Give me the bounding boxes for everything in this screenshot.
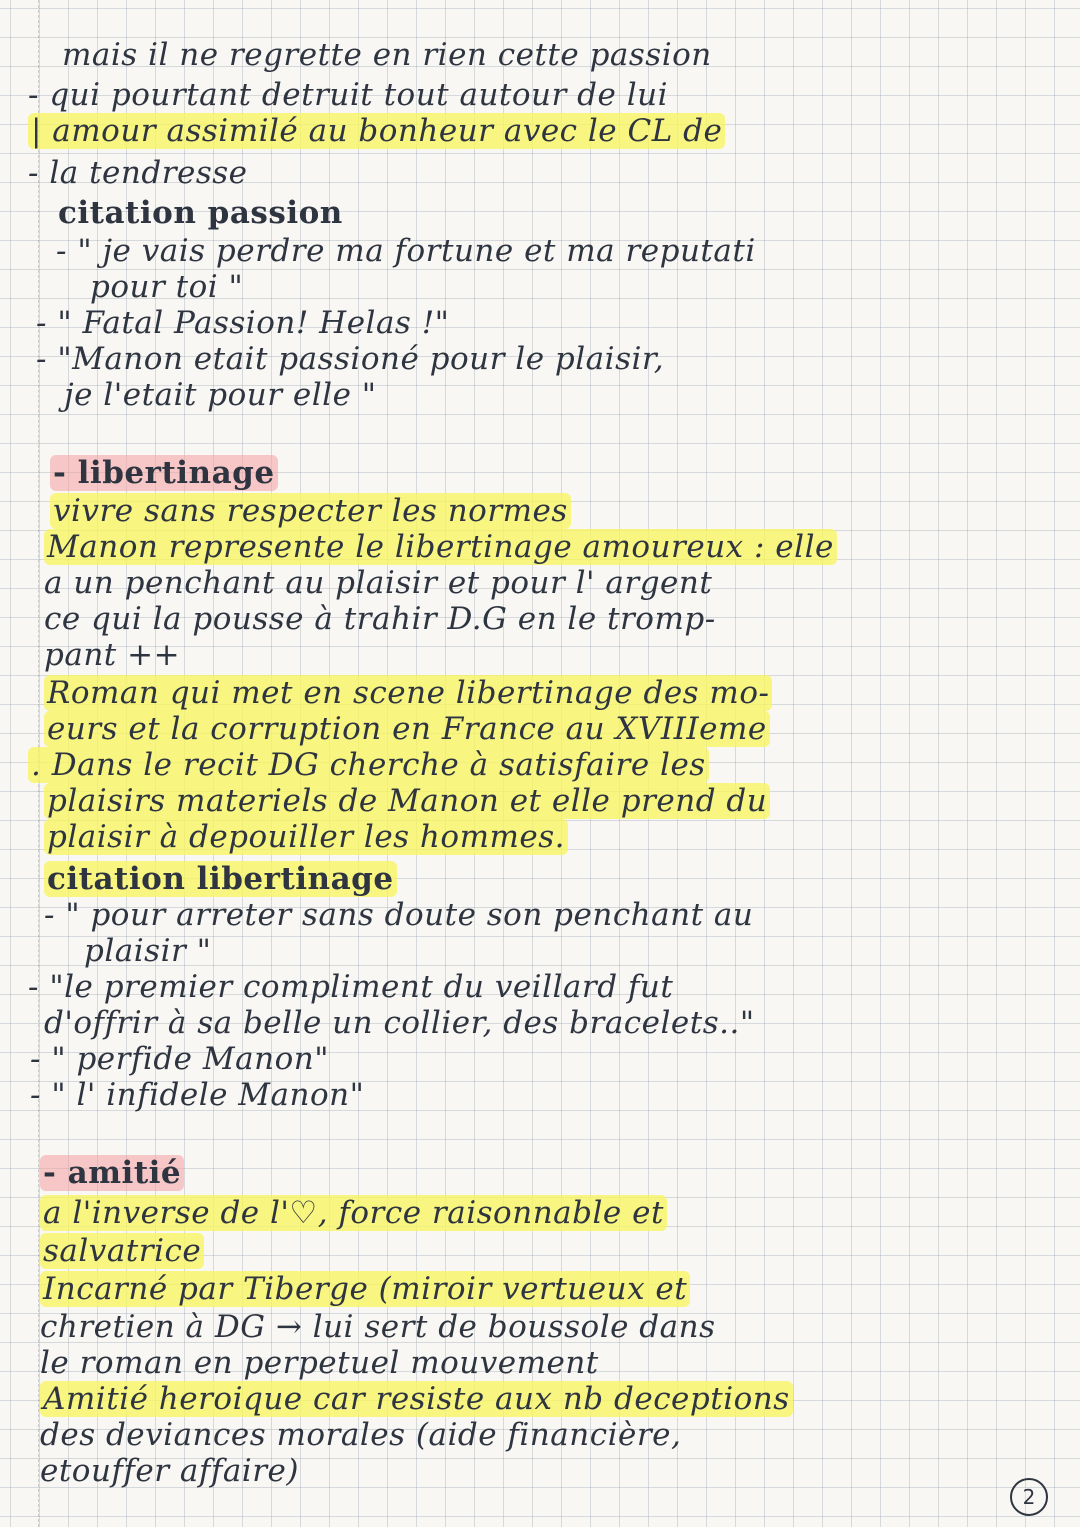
line-text: etouffer affaire) xyxy=(40,1453,299,1489)
page-number: 2 xyxy=(1010,1478,1048,1516)
line-text: des deviances morales (aide financière, xyxy=(40,1417,682,1453)
note-line xyxy=(28,970,673,1004)
highlighted-text: Amitié heroique car resiste aux nb deceptions xyxy=(40,1381,793,1417)
note-line xyxy=(44,530,837,564)
note-line xyxy=(44,1006,755,1040)
note-line xyxy=(40,1382,793,1416)
highlighted-text: a l'inverse de l'♡, force raisonnable et xyxy=(40,1195,667,1231)
note-line xyxy=(40,1310,716,1344)
note-line xyxy=(28,78,668,112)
section-subheading: citation libertinage xyxy=(44,862,397,896)
section-subheading: citation passion xyxy=(58,195,343,231)
line-text: plaisir " xyxy=(84,933,212,969)
note-line xyxy=(64,378,377,412)
note-line xyxy=(56,234,756,268)
line-text: - "Manon etait passioné pour le plaisir, xyxy=(36,341,665,377)
line-text: - "le premier compliment du veillard fut xyxy=(28,969,674,1005)
note-line xyxy=(90,270,243,304)
note-line xyxy=(44,602,716,636)
note-line xyxy=(40,1346,599,1380)
line-text: ce qui la pousse à trahir D.G en le tromp- xyxy=(44,601,716,637)
note-line xyxy=(40,1418,681,1452)
note-line xyxy=(40,1272,690,1306)
highlighted-text: | amour assimilé au bonheur avec le CL de xyxy=(28,113,725,149)
note-line xyxy=(40,1196,667,1230)
note-line xyxy=(40,1234,204,1268)
note-line xyxy=(44,898,753,932)
note-line xyxy=(44,712,770,746)
note-line xyxy=(28,748,709,782)
note-line xyxy=(40,1454,299,1488)
highlighted-text: Manon represente le libertinage amoureux : elle xyxy=(44,529,837,565)
highlighted-text: salvatrice xyxy=(40,1233,204,1269)
highlighted-text: . Dans le recit DG cherche à satisfaire les xyxy=(28,747,709,783)
note-line xyxy=(62,38,712,72)
line-text: - " perfide Manon" xyxy=(30,1041,329,1077)
highlighted-text: Roman qui met en scene libertinage des mo- xyxy=(44,675,772,711)
line-text: je l'etait pour elle " xyxy=(64,377,377,413)
highlighted-text: plaisir à depouiller les hommes. xyxy=(44,819,568,855)
note-line xyxy=(30,1078,364,1112)
note-line xyxy=(50,494,571,528)
note-line xyxy=(84,934,211,968)
section-heading: - amitié xyxy=(40,1156,184,1190)
highlighted-text: plaisirs materiels de Manon et elle prend du xyxy=(44,783,770,819)
line-text: mais il ne regrette en rien cette passion xyxy=(62,37,712,73)
line-text: - qui pourtant detruit tout autour de lui xyxy=(28,77,669,113)
line-text: - " pour arreter sans doute son penchant au xyxy=(44,897,754,933)
note-line xyxy=(28,114,725,148)
note-line xyxy=(44,566,712,600)
note-line xyxy=(36,342,664,376)
highlighted-text: eurs et la corruption en France au XVIIIeme xyxy=(44,711,770,747)
line-text: - " Fatal Passion! Helas !" xyxy=(36,305,450,341)
note-line xyxy=(44,638,180,672)
section-heading: - libertinage xyxy=(50,456,278,490)
line-text: pour toi " xyxy=(90,269,244,305)
line-text: d'offrir à sa belle un collier, des bracelets.." xyxy=(44,1005,755,1041)
note-line xyxy=(44,784,770,818)
note-line xyxy=(44,820,568,854)
highlighted-text: Incarné par Tiberge (miroir vertueux et xyxy=(40,1271,690,1307)
line-text: pant ++ xyxy=(44,637,181,673)
line-text: le roman en perpetuel mouvement xyxy=(40,1345,599,1381)
line-text: chretien à DG → lui sert de boussole dans xyxy=(40,1309,716,1345)
note-line xyxy=(44,676,772,710)
note-line xyxy=(36,306,449,340)
note-line xyxy=(28,156,248,190)
line-text: a un penchant au plaisir et pour l' argent xyxy=(44,565,713,601)
line-text: - " je vais perdre ma fortune et ma reputati xyxy=(56,233,756,269)
line-text: - la tendresse xyxy=(28,155,248,191)
note-line xyxy=(30,1042,329,1076)
highlighted-text: vivre sans respecter les normes xyxy=(50,493,571,529)
line-text: - " l' infidele Manon" xyxy=(30,1077,365,1113)
